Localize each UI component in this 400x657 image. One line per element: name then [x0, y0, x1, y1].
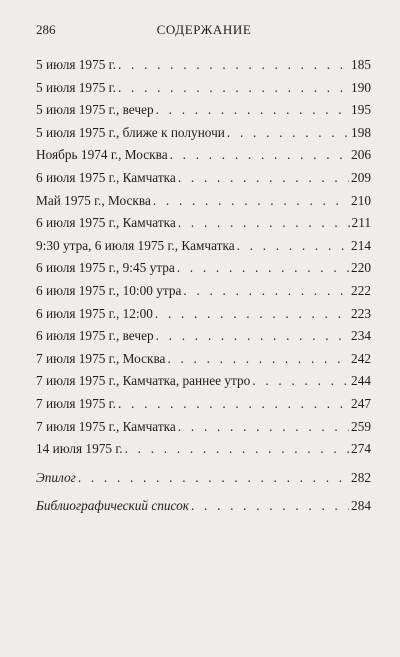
toc-entry-page: 242 [351, 350, 371, 366]
dot-leader [177, 260, 349, 276]
toc-entry-page: 211 [351, 215, 371, 231]
toc-entry-page: 185 [351, 57, 371, 72]
toc-entry-title: 14 июля 1975 г. [36, 441, 123, 457]
table-of-contents [36, 57, 371, 521]
toc-entry [36, 215, 371, 238]
toc-entry [36, 373, 371, 396]
toc-entry-title: Эпилог [36, 469, 76, 485]
toc-entry [36, 351, 371, 374]
toc-entry-page: 214 [351, 237, 371, 253]
toc-entry-title: 5 июля 1975 г., ближе к полуночи [36, 124, 225, 140]
toc-entry-title: 6 июля 1975 г., Камчатка [36, 215, 176, 231]
toc-entry-title: 6 июля 1975 г., 9:45 утра [36, 260, 175, 276]
toc-entry-title: 5 июля 1975 г. [36, 79, 116, 95]
toc-entry [36, 419, 371, 442]
dot-leader [125, 441, 349, 457]
toc-entry-page: 210 [351, 192, 371, 208]
dot-leader [78, 470, 349, 486]
dot-leader [237, 238, 349, 254]
toc-entry-page: 209 [351, 169, 371, 185]
toc-entry-page: 190 [351, 79, 371, 95]
toc-entry-title: Май 1975 г., Москва [36, 192, 151, 208]
toc-entry-title: Ноябрь 1974 г., Москва [36, 147, 168, 163]
dot-leader [227, 125, 349, 141]
dot-leader [183, 283, 349, 299]
toc-entry-page: 223 [351, 305, 371, 321]
toc-entry-title: Библиографический список [36, 498, 189, 514]
dot-leader [156, 328, 349, 344]
toc-entry [36, 283, 371, 306]
toc-entry [36, 396, 371, 419]
toc-entry [36, 147, 371, 170]
toc-entry-title: 7 июля 1975 г., Камчатка, раннее утро [36, 373, 251, 389]
toc-entry [36, 260, 371, 283]
toc-entry-title: 5 июля 1975 г. [36, 57, 116, 72]
dot-leader [118, 396, 349, 412]
toc-entry-title: 7 июля 1975 г. [36, 395, 116, 411]
dot-leader [170, 147, 349, 163]
toc-entry [36, 102, 371, 125]
toc-entry-title: 6 июля 1975 г., вечер [36, 328, 154, 344]
dot-leader [252, 373, 349, 389]
toc-entry [36, 80, 371, 103]
toc-entry-title: 5 июля 1975 г., вечер [36, 102, 154, 118]
toc-entry-page: 234 [351, 328, 371, 344]
toc-entry [36, 441, 371, 464]
page-number: 286 [36, 22, 56, 37]
toc-entry-page: 206 [351, 147, 371, 163]
dot-leader [153, 193, 349, 209]
toc-entry [36, 238, 371, 261]
toc-entry-epilogue [36, 470, 371, 493]
toc-entry-page: 259 [351, 418, 371, 434]
toc-entry [36, 328, 371, 351]
toc-entry [36, 193, 371, 216]
toc-entry-title: 7 июля 1975 г., Камчатка [36, 418, 176, 434]
toc-entry [36, 170, 371, 193]
dot-leader [191, 498, 349, 514]
toc-entry-title: 7 июля 1975 г., Москва [36, 350, 166, 366]
toc-entry-page: 198 [351, 124, 371, 140]
toc-entry-page: 284 [351, 498, 371, 514]
dot-leader [118, 57, 349, 73]
dot-leader [156, 102, 349, 118]
toc-entry-title: 6 июля 1975 г., Камчатка [36, 169, 176, 185]
page-header [36, 22, 372, 42]
dot-leader [167, 351, 349, 367]
dot-leader [178, 215, 350, 231]
toc-entry-page: 247 [351, 395, 371, 411]
toc-entry-page: 282 [351, 469, 371, 485]
toc-entry [36, 306, 371, 329]
dot-leader [178, 419, 349, 435]
toc-entry [36, 125, 371, 148]
toc-entry [36, 57, 371, 80]
toc-entry-page: 195 [351, 102, 371, 118]
toc-entry-title: 6 июля 1975 г., 12:00 [36, 305, 153, 321]
toc-entry-title: 6 июля 1975 г., 10:00 утра [36, 282, 182, 298]
toc-entry-title: 9:30 утра, 6 июля 1975 г., Камчатка [36, 237, 235, 253]
running-title: СОДЕРЖАНИЕ [156, 22, 252, 37]
toc-entry-page: 222 [351, 282, 371, 298]
toc-entry-page: 274 [351, 441, 371, 457]
dot-leader [178, 170, 349, 186]
toc-entry-page: 220 [351, 260, 371, 276]
toc-entry-page: 244 [351, 373, 371, 389]
toc-entry-bibliography [36, 498, 371, 521]
dot-leader [118, 80, 349, 96]
dot-leader [155, 306, 349, 322]
